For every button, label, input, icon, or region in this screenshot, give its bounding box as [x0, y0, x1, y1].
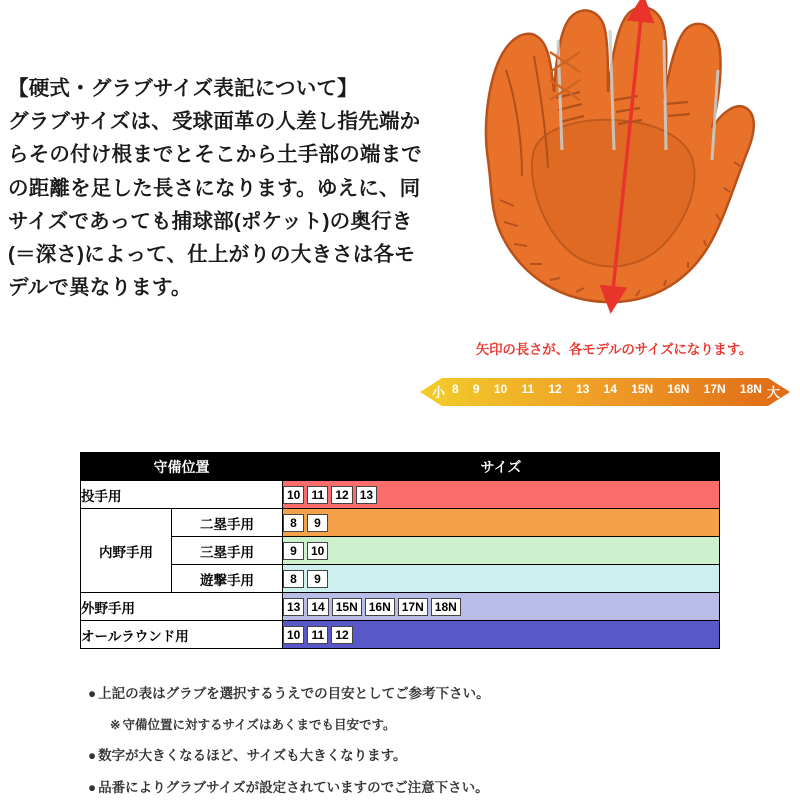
row-values-allround — [283, 621, 720, 649]
table-row — [81, 537, 720, 565]
size-chip: 8 — [283, 570, 304, 588]
glove-body-shape — [486, 7, 754, 302]
size-chip: 12 — [331, 486, 352, 504]
scale-value: 12 — [548, 382, 562, 396]
size-chip: 15N — [332, 598, 362, 616]
glove-illustration — [430, 0, 800, 340]
scale-value: 10 — [493, 382, 508, 396]
note-bullet: ● — [88, 780, 97, 796]
scale-value: 17N — [703, 382, 726, 396]
size-chip: 8 — [283, 514, 304, 532]
note-item — [88, 684, 738, 705]
scale-value: 13 — [575, 382, 590, 396]
scale-number-list — [452, 382, 762, 396]
row-values-outfield — [283, 593, 720, 621]
size-chip: 11 — [307, 486, 328, 504]
note-text: 上記の表はグラブを選択するうえでの目安としてご参考下さい。 — [98, 686, 490, 701]
intro-body: グラブサイズは、受球面革の人差し指先端からその付け根までとそこから土手部の端までの距離を足した長さになります。ゆえに、同サイズであっても捕球部(ポケット)の奥行き(＝深さ)によって、仕上がりの大きさは各モデルで異なります。 — [8, 110, 422, 300]
scale-value: 18N — [739, 382, 762, 396]
size-chip: 9 — [307, 570, 328, 588]
table-row — [81, 593, 720, 621]
table-header-row — [81, 453, 720, 481]
notes-section — [88, 684, 738, 810]
table-row — [81, 509, 720, 537]
size-chip: 14 — [307, 598, 328, 616]
note-text: 数字が大きくなるほど、サイズも大きくなります。 — [98, 748, 407, 764]
size-chip: 17N — [398, 598, 428, 616]
size-chip: 9 — [307, 514, 328, 532]
row-label-second: 二塁手用 — [172, 509, 283, 537]
scale-large-label: 大 — [767, 385, 781, 400]
size-chip: 10 — [283, 626, 304, 644]
size-table — [80, 452, 720, 649]
table-row — [81, 481, 720, 509]
arrow-caption: 矢印の長さが、各モデルのサイズになります。 — [475, 342, 753, 357]
header-position: 守備位置 — [81, 453, 283, 481]
row-values-second — [283, 509, 720, 537]
row-label-short: 遊撃手用 — [172, 565, 283, 593]
header-size: サイズ — [283, 453, 720, 481]
scale-value: 8 — [452, 382, 459, 396]
size-chip: 12 — [331, 626, 352, 644]
note-item — [88, 778, 738, 799]
note-item — [110, 716, 738, 735]
row-label-outfield: 外野手用 — [81, 593, 283, 621]
note-bullet: ※ — [110, 717, 121, 732]
scale-value: 16N — [667, 382, 690, 396]
size-chip: 10 — [307, 542, 328, 560]
table-row — [81, 565, 720, 593]
note-bullet: ● — [88, 686, 97, 701]
row-values-pitcher — [283, 481, 720, 509]
scale-value: 15N — [631, 382, 654, 396]
size-chip: 13 — [356, 486, 377, 504]
row-label-third: 三塁手用 — [172, 537, 283, 565]
row-label-pitcher: 投手用 — [81, 481, 283, 509]
scale-small-label: 小 — [432, 385, 446, 400]
size-chip: 11 — [307, 626, 328, 644]
size-chip: 13 — [283, 598, 304, 616]
note-bullet: ● — [88, 748, 97, 764]
table-row — [81, 621, 720, 649]
row-values-third — [283, 537, 720, 565]
size-chip: 16N — [365, 598, 395, 616]
size-chip: 18N — [431, 598, 461, 616]
note-text: 品番によりグラブサイズが設定されていますのでご注意下さい。 — [98, 780, 489, 796]
row-values-short — [283, 565, 720, 593]
note-text: 守備位置に対するサイズはあくまでも目安です。 — [122, 717, 396, 732]
size-chip: 9 — [283, 542, 304, 560]
note-item — [88, 746, 738, 767]
scale-value: 11 — [521, 382, 535, 396]
scale-value: 9 — [472, 382, 480, 396]
row-label-allround: オールラウンド用 — [81, 621, 283, 649]
intro-text-block — [8, 72, 428, 304]
intro-heading: 【硬式・グラブサイズ表記について】 — [8, 77, 358, 100]
row-label-infield: 内野手用 — [81, 509, 172, 593]
scale-value: 14 — [603, 382, 617, 396]
size-chip: 10 — [283, 486, 304, 504]
